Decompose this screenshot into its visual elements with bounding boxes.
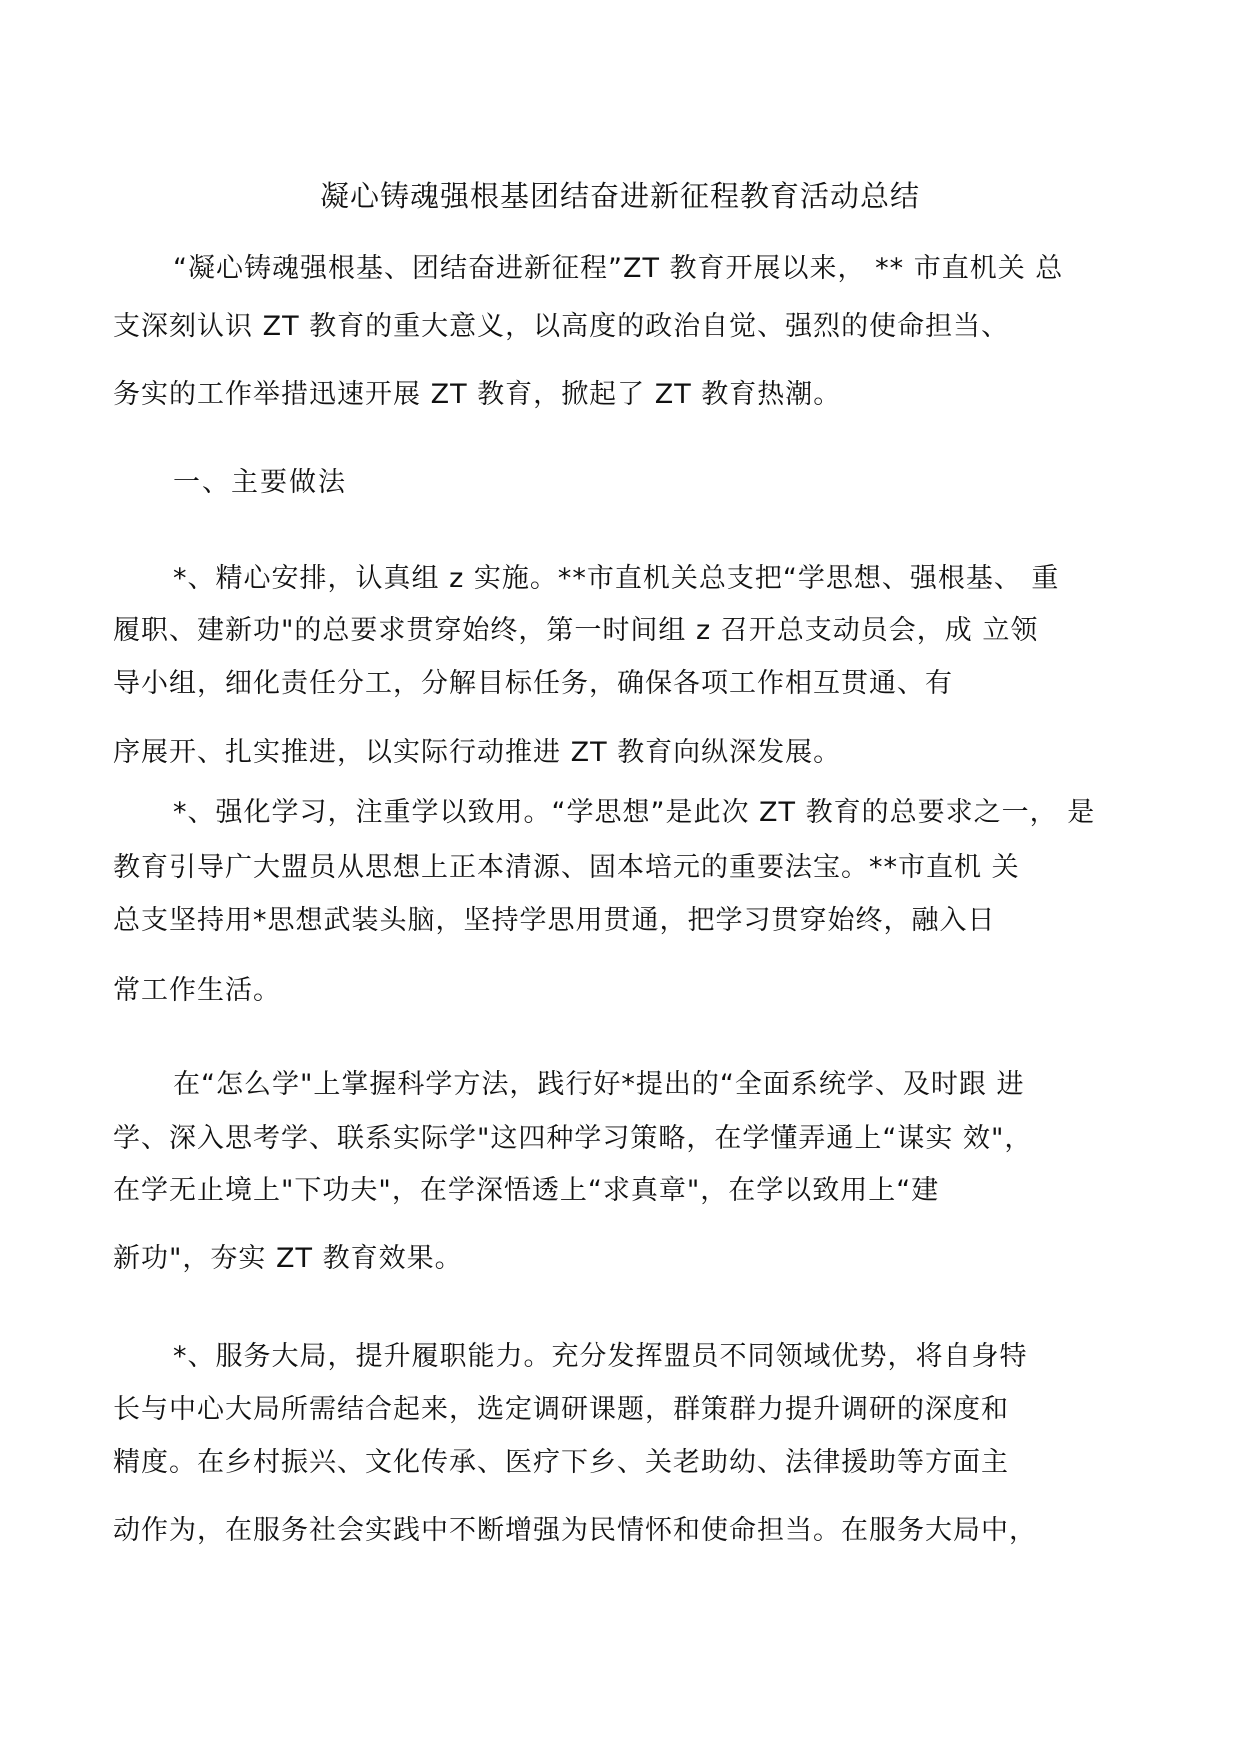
paragraph-line: *、强化学习，注重学以致用。“学思想”是此次 ZT 教育的总要求之一， 是 (173, 797, 1096, 828)
paragraph-line: 总支坚持用*思想武装头脑，坚持学思用贯通，把学习贯穿始终，融入日 (113, 905, 996, 936)
paragraph-line: 教育引导广大盟员从思想上正本清源、固本培元的重要法宝。**市直机 关 (113, 852, 1020, 883)
paragraph-line: 导小组，细化责任分工，分解目标任务，确保各项工作相互贯通、有 (113, 668, 953, 699)
paragraph-line: *、精心安排，认真组 z 实施。**市直机关总支把“学思想、强根基、 重 (173, 563, 1060, 594)
document-title: 凝心铸魂强根基团结奋进新征程教育活动总结 (319, 179, 920, 213)
paragraph-line: 在学无止境上"下功夫"，在学深悟透上“求真章"，在学以致用上“建 (113, 1175, 940, 1206)
paragraph-line: *、服务大局，提升履职能力。充分发挥盟员不同领域优势，将自身特 (173, 1341, 1028, 1372)
paragraph-line: 履职、建新功"的总要求贯穿始终，第一时间组 z 召开总支动员会，成 立领 (113, 615, 1039, 646)
paragraph-line: 务实的工作举措迅速开展 ZT 教育，掀起了 ZT 教育热潮。 (113, 379, 842, 410)
paragraph-line: 序展开、扎实推进，以实际行动推进 ZT 教育向纵深发展。 (113, 737, 842, 768)
paragraph-line: 学、深入思考学、联系实际学"这四种学习策略，在学懂弄通上“谋实 效"， (113, 1123, 1033, 1154)
paragraph-line: 动作为，在服务社会实践中不断增强为民情怀和使命担当。在服务大局中， (113, 1515, 1037, 1546)
section-heading: 一、主要做法 (173, 467, 347, 498)
paragraph-line: “凝心铸魂强根基、团结奋进新征程”ZT 教育开展以来， ** 市直机关 总 (173, 253, 1064, 284)
paragraph-line: 常工作生活。 (113, 975, 281, 1006)
paragraph-line: 支深刻认识 ZT 教育的重大意义，以高度的政治自觉、强烈的使命担当、 (113, 311, 1010, 342)
paragraph-line: 长与中心大局所需结合起来，选定调研课题，群策群力提升调研的深度和 (113, 1394, 1009, 1425)
paragraph-line: 在“怎么学"上掌握科学方法，践行好*提出的“全面系统学、及时跟 进 (173, 1069, 1025, 1100)
paragraph-line: 新功"，夯实 ZT 教育效果。 (113, 1243, 463, 1274)
paragraph-line: 精度。在乡村振兴、文化传承、医疗下乡、关老助幼、法律援助等方面主 (113, 1447, 1009, 1478)
